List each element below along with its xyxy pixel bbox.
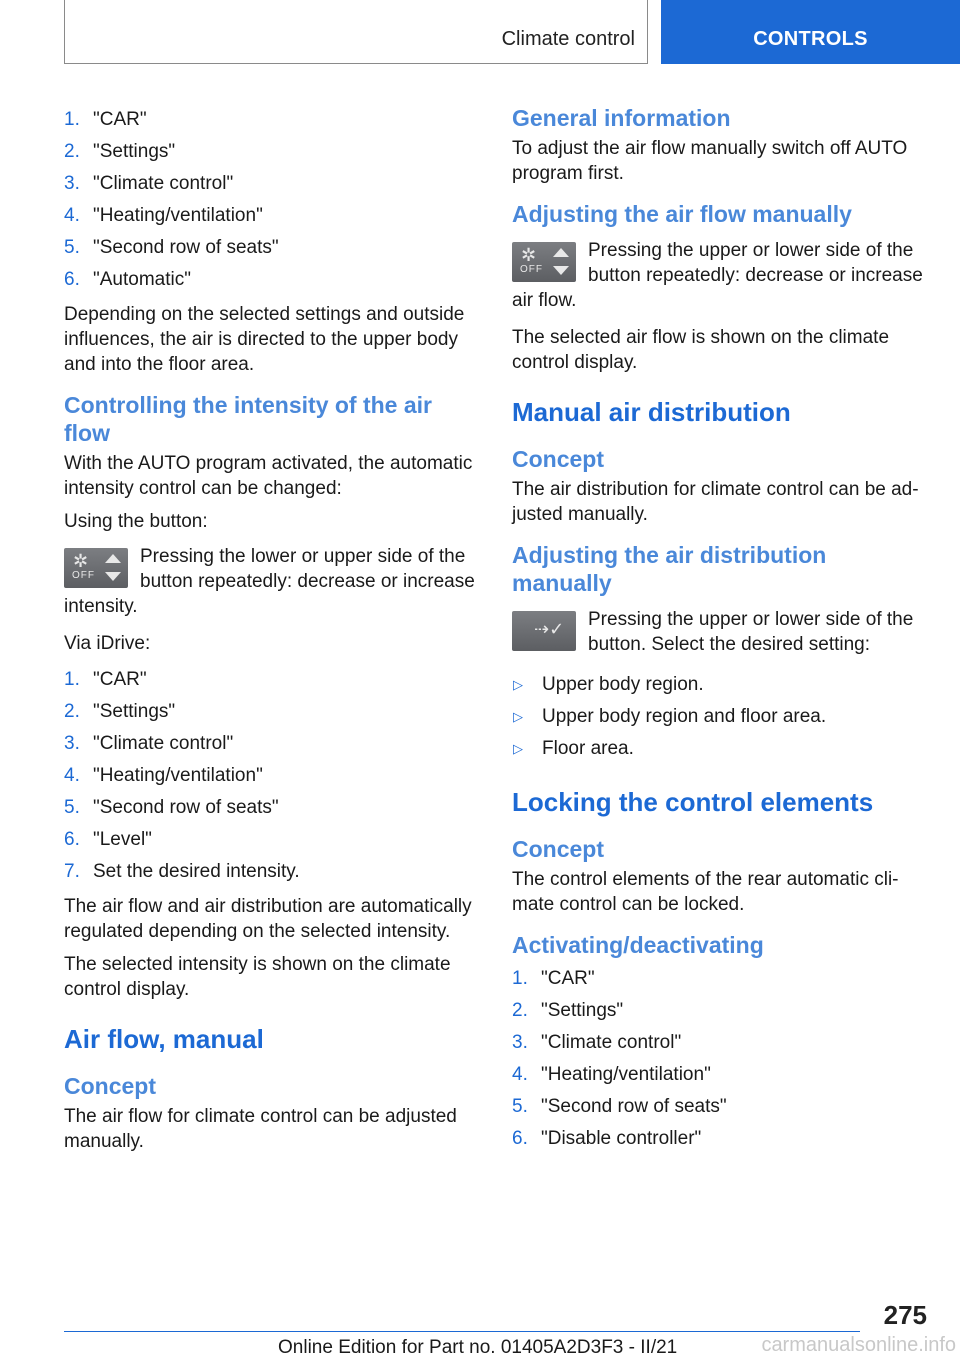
off-label: OFF (72, 570, 95, 581)
heading-activating-deactivating: Activating/deactivating (512, 932, 764, 958)
list-item: 6. "Disable controller" (512, 1128, 702, 1149)
list-item: 4. "Heating/ventilation" (512, 1064, 711, 1085)
list-item: 6. "Level" (64, 829, 152, 850)
list-item: 7. Set the desired intensity. (64, 861, 300, 882)
right-column (512, 104, 926, 1161)
idrive-steps-disable (512, 963, 926, 1155)
fan-icon: ✲ (73, 551, 89, 571)
fan-icon: ✲ (521, 245, 537, 265)
paragraph: The air flow for climate control can be adjusted manually. (64, 1106, 457, 1152)
paragraph: Depending on the selected settings and outside influences, the air is directed to the upper body and into the floor area. (64, 304, 465, 375)
left-column (64, 104, 482, 1162)
heading-intensity: Controlling the intensity of the air flow (64, 392, 432, 446)
list-item: 1. "CAR" (64, 109, 147, 130)
list-item: 3. "Climate control" (512, 1032, 682, 1053)
list-item: 1. "CAR" (512, 968, 595, 989)
list-item: 4. "Heating/ventilation" (64, 205, 263, 226)
paragraph: Via iDrive: (64, 633, 151, 654)
heading-general-information: General information (512, 105, 731, 131)
fan-button-icon (64, 548, 128, 588)
idrive-steps-level (64, 664, 482, 888)
fan-button-instruction (64, 544, 482, 619)
list-item: 2. "Settings" (64, 701, 176, 722)
list-item: ▷ Upper body region and floor area. (512, 701, 926, 733)
triangle-bullet-icon: ▷ (513, 677, 523, 692)
list-item: 1. "CAR" (64, 669, 147, 690)
triangle-bullet-icon: ▷ (513, 741, 523, 756)
header-frame (64, 0, 648, 64)
instruction-text: Pressing the upper or lower side of the button. Select the desired setting: (588, 609, 914, 655)
paragraph: The selected air flow is shown on the climate control display. (512, 327, 890, 373)
arrow-up-icon (553, 248, 569, 257)
paragraph: The selected intensity is shown on the climate control display. (64, 954, 451, 1000)
list-item: 4. "Heating/ventilation" (64, 765, 263, 786)
heading-adjust-air-distribution: Adjusting the air distribution manually (512, 542, 827, 596)
instruction-text: Pressing the lower or upper side of the button repeatedly: decrease or increase intensity. (64, 546, 475, 617)
watermark: carmanualsonline.info (761, 1334, 956, 1356)
list-item: 6. "Automatic" (64, 269, 191, 290)
arrow-down-icon (553, 266, 569, 275)
footer-divider (64, 1331, 860, 1332)
heading-adjust-air-flow: Adjusting the air flow manually (512, 201, 852, 227)
arrow-down-icon (105, 572, 121, 581)
section-title: Climate control (501, 28, 635, 50)
paragraph: The control elements of the rear automatic cli‐ mate control can be locked. (512, 869, 899, 915)
heading-manual-air-distribution: Manual air distribution (512, 397, 791, 427)
heading-concept: Concept (64, 1073, 156, 1099)
paragraph: The air flow and air distribution are automatically regulated depending on the selected intensity. (64, 896, 472, 942)
fan-button-icon (512, 242, 576, 282)
arrow-up-icon (105, 554, 121, 563)
off-label: OFF (520, 264, 543, 275)
paragraph: To adjust the air flow manually switch off AUTO program first. (512, 138, 908, 184)
heading-concept: Concept (512, 446, 604, 472)
air-distribution-button-icon (512, 611, 576, 651)
fan-button-instruction (512, 238, 926, 313)
list-item: 5. "Second row of seats" (512, 1096, 727, 1117)
heading-air-flow-manual: Air flow, manual (64, 1024, 264, 1054)
paragraph: The air distribution for climate control can be ad‐ justed manually. (512, 479, 919, 525)
list-item: 2. "Settings" (512, 1000, 624, 1021)
list-item: ▷ Upper body region. (512, 669, 926, 701)
list-item: 5. "Second row of seats" (64, 237, 279, 258)
heading-concept: Concept (512, 836, 604, 862)
list-item: 5. "Second row of seats" (64, 797, 279, 818)
instruction-text: Pressing the upper or lower side of the button repeatedly: decrease or increase air flow. (512, 240, 923, 311)
list-item: 2. "Settings" (64, 141, 176, 162)
page-number: 275 (883, 1300, 927, 1330)
paragraph: Using the button: (64, 511, 208, 532)
list-item: 3. "Climate control" (64, 173, 234, 194)
paragraph: With the AUTO program activated, the automatic intensity control can be changed: (64, 453, 473, 499)
triangle-bullet-icon: ▷ (513, 709, 523, 724)
idrive-steps-automatic (64, 104, 482, 296)
edition-text: Online Edition for Part no. 01405A2D3F3 - II/21 (278, 1337, 678, 1358)
seat-airflow-icon: ⇢✓ (534, 619, 565, 639)
distribution-button-instruction (512, 607, 926, 657)
distribution-options (512, 669, 926, 765)
list-item: 3. "Climate control" (64, 733, 234, 754)
heading-locking-controls: Locking the control elements (512, 787, 874, 817)
list-item: ▷ Floor area. (512, 733, 926, 765)
chapter-tab: CONTROLS (661, 0, 960, 64)
